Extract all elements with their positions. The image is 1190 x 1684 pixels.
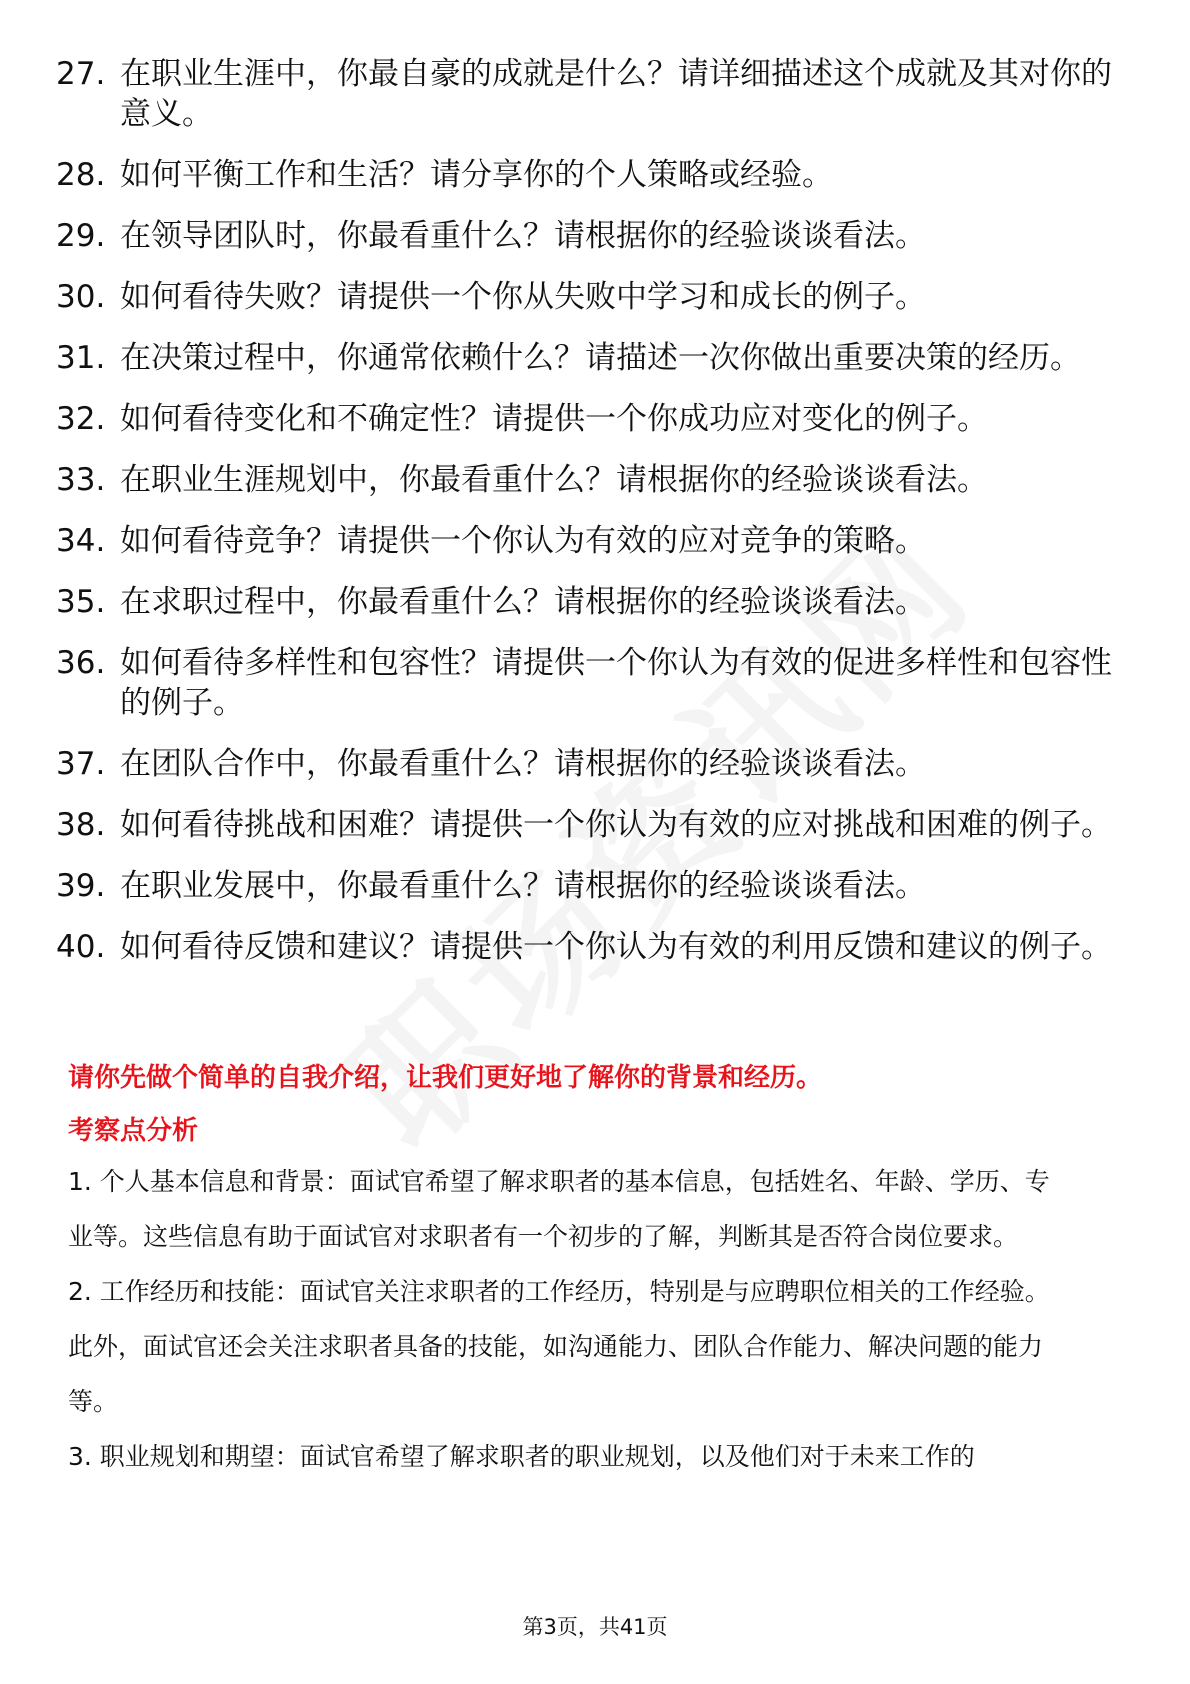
intro-question-heading: 请你先做个简单的自我介绍，让我们更好地了解你的背景和经历。 <box>68 1063 823 1093</box>
list-item <box>56 927 1136 967</box>
question-number: 39. <box>56 868 106 904</box>
question-text: 如何看待多样性和包容性？请提供一个你认为有效的促进多样性和包容性的例子。 <box>120 645 1112 721</box>
question-text: 如何看待反馈和建议？请提供一个你认为有效的利用反馈和建议的例子。 <box>120 929 1112 965</box>
analysis-point: 2. 工作经历和技能：面试官关注求职者的工作经历，特别是与应聘职位相关的工作经验。此外，面试官还会关注求职者具备的技能，如沟通能力、团队合作能力、解决问题的能力等。 <box>68 1277 1050 1416</box>
question-text: 在职业发展中，你最看重什么？请根据你的经验谈谈看法。 <box>120 868 926 904</box>
list-item <box>56 216 1136 256</box>
question-text: 如何看待变化和不确定性？请提供一个你成功应对变化的例子。 <box>120 401 988 437</box>
question-number: 33. <box>56 462 106 498</box>
page-footer: 第3页，共41页 <box>522 1615 668 1639</box>
question-number: 29. <box>56 218 106 254</box>
question-number: 36. <box>56 645 106 681</box>
list-item <box>56 338 1136 378</box>
question-number: 31. <box>56 340 106 376</box>
question-number: 28. <box>56 157 106 193</box>
question-text: 如何看待竞争？请提供一个你认为有效的应对竞争的策略。 <box>120 523 926 559</box>
question-text: 如何平衡工作和生活？请分享你的个人策略或经验。 <box>120 157 833 193</box>
list-item <box>56 744 1136 784</box>
list-item <box>56 582 1136 622</box>
question-number: 37. <box>56 746 106 782</box>
list-item <box>56 866 1136 906</box>
analysis-point: 3. 职业规划和期望：面试官希望了解求职者的职业规划，以及他们对于未来工作的 <box>68 1442 975 1471</box>
question-text: 在决策过程中，你通常依赖什么？请描述一次你做出重要决策的经历。 <box>120 340 1081 376</box>
question-number: 34. <box>56 523 106 559</box>
list-item <box>56 54 1136 134</box>
question-text: 在职业生涯规划中，你最看重什么？请根据你的经验谈谈看法。 <box>120 462 988 498</box>
question-text: 如何看待失败？请提供一个你从失败中学习和成长的例子。 <box>120 279 926 315</box>
analysis-point: 1. 个人基本信息和背景：面试官希望了解求职者的基本信息，包括姓名、年龄、学历、专业等。这些信息有助于面试官对求职者有一个初步的了解，判断其是否符合岗位要求。 <box>68 1167 1050 1251</box>
list-item <box>56 399 1136 439</box>
question-list <box>56 54 1136 988</box>
question-number: 27. <box>56 56 106 92</box>
question-text: 在职业生涯中，你最自豪的成就是什么？请详细描述这个成就及其对你的意义。 <box>120 56 1112 132</box>
question-text: 在团队合作中，你最看重什么？请根据你的经验谈谈看法。 <box>120 746 926 782</box>
list-item <box>56 643 1136 723</box>
question-number: 40. <box>56 929 106 965</box>
list-item <box>56 805 1136 845</box>
analysis-section <box>68 1154 1068 1484</box>
question-text: 在领导团队时，你最看重什么？请根据你的经验谈谈看法。 <box>120 218 926 254</box>
question-number: 35. <box>56 584 106 620</box>
list-item <box>56 155 1136 195</box>
question-text: 如何看待挑战和困难？请提供一个你认为有效的应对挑战和困难的例子。 <box>120 807 1112 843</box>
analysis-heading: 考察点分析 <box>68 1116 199 1146</box>
list-item <box>56 521 1136 561</box>
question-number: 30. <box>56 279 106 315</box>
question-number: 32. <box>56 401 106 437</box>
question-text: 在求职过程中，你最看重什么？请根据你的经验谈谈看法。 <box>120 584 926 620</box>
question-number: 38. <box>56 807 106 843</box>
list-item <box>56 460 1136 500</box>
list-item <box>56 277 1136 317</box>
